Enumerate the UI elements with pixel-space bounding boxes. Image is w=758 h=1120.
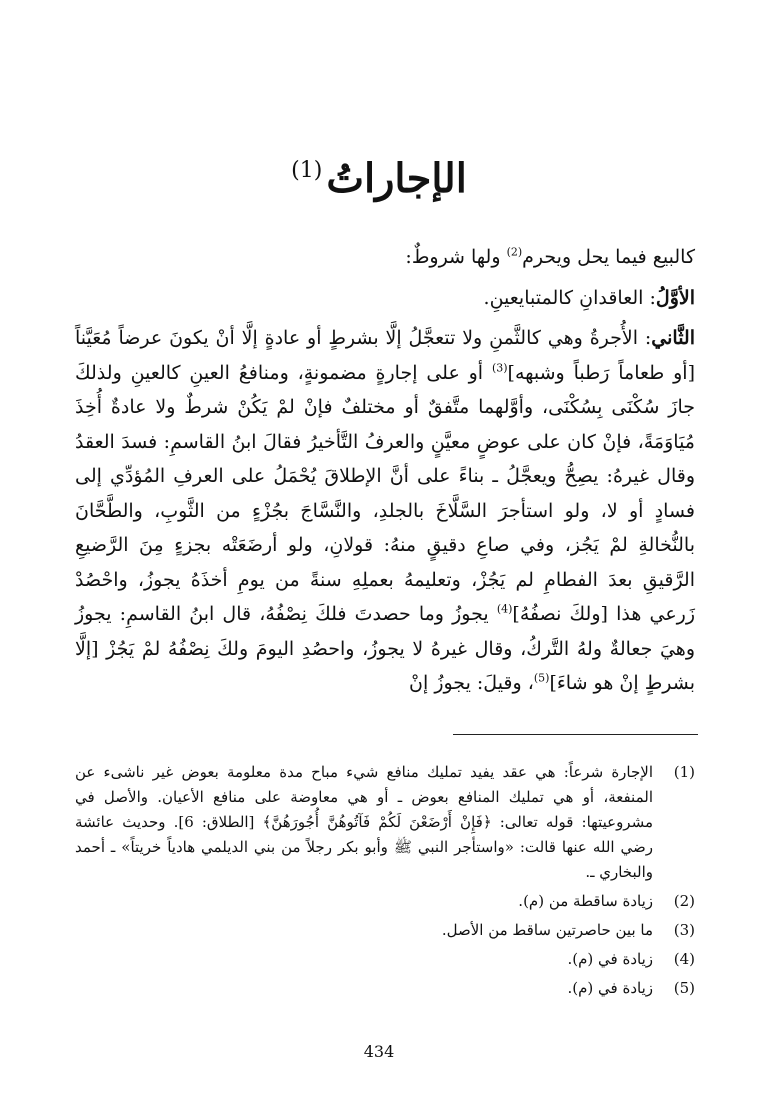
intro-text: كالبيع فيما يحل ويحرم bbox=[522, 246, 695, 268]
footnote-text: زيادة ساقطة من (م). bbox=[518, 892, 653, 910]
footnote-number: (1) bbox=[673, 763, 695, 781]
main-text bbox=[75, 240, 695, 701]
footnote-number: (4) bbox=[673, 950, 695, 968]
footnote-item bbox=[75, 889, 695, 914]
page-number: 434 bbox=[363, 1042, 395, 1061]
condition-text-2b: أو على إجارةٍ مضمونةٍ، ومنافعُ العينِ كالعينِ ولذلكَ جازَ سُكْنَى بِسُكْنَى، وأوَّلهما متَّفقٌ أو مختلفٌ فإنْ لمْ يَكُنْ شرطٌ ولا عادةٌ أُخِذَ مُيَاوَمَةً، فإنْ كان على عوضٍ معيَّنٍ والعرفُ التَّأخيرُ فقالَ ابنُ القاسمِ: فسدَ العقدُ وقال غيرهُ: يصِحُّ ويعجَّلُ ـ بناءً على أنَّ الإطلاقَ يُحْمَلُ على العرفِ المُؤدِّي إلى فسادٍ أو لا، ولو استأجرَ السَّلَّاخَ بالجلدِ، والنَّسَّاجَ بجُزْءٍ من الثَّوبِ، والطَّحَّانَ بالنُّخالةِ لمْ يَجُز، وفي صاعِ دقيقٍ منهُ: قولانِ، ولو أرضَعَتْه بجزءٍ مِنَ الرَّضيعِ الرَّقيقِ بعدَ الفطامِ لم يَجُزْ، وتعليمهُ بعملِهِ سنةً من يومِ أخذَهُ يجوزُ، واحْصُدْ زَرعي هذا [ولكَ نصفُهُ] bbox=[75, 361, 696, 625]
footnote-ref-2: (2) bbox=[506, 245, 523, 259]
paragraph-intro bbox=[75, 240, 695, 275]
footnote-item bbox=[75, 976, 695, 1001]
intro-text-end: ولها شروطٌ: bbox=[405, 246, 507, 268]
condition-text-2d: ، وقيلَ: يجوزُ إنْ bbox=[409, 672, 534, 694]
footnote-text: ما بين حاصرتين ساقط من الأصل. bbox=[441, 921, 653, 939]
footnote-ref-4: (4) bbox=[496, 602, 513, 616]
chapter-title bbox=[0, 155, 758, 202]
footnote-item bbox=[75, 947, 695, 972]
footnote-ref-5: (5) bbox=[533, 671, 550, 685]
footnote-text: زيادة في (م). bbox=[567, 950, 653, 968]
footnote-item bbox=[75, 918, 695, 943]
condition-heading-2: الثَّاني bbox=[651, 327, 695, 349]
condition-text-2c: يجوزُ وما حصدتَ فلكَ نِصْفُهُ، قال ابنُ القاسمِ: يجوزُ وهيَ جعالةٌ ولهُ التَّركُ، وقال غيرهُ لا يجوزُ، واحصُدِ اليومَ ولكَ نِصْفُهُ لمْ يَجُزْ [إلَّا بشرطٍ إنْ هو شاءَ] bbox=[75, 603, 695, 694]
footnote-ref-3: (3) bbox=[491, 361, 508, 375]
condition-text-2a: : الأُجرةُ وهي كالثَّمنِ ولا تتعجَّلُ إلَّا بشرطٍ أو عادةٍ إلَّا أنْ يكونَ عرضاً مُعَيَّناً [أو طعاماً رَطباً وشبهه] bbox=[75, 327, 695, 384]
footnote-text: زيادة في (م). bbox=[567, 979, 653, 997]
footnote-text: الإجارة شرعاً: هي عقد يفيد تمليك منافع شيء مباح مدة معلومة بعوض غير ناشىء عن المنفعة، أو هي تمليك المنافع بعوض ـ أو هي معاوضة على منافع الأعيان. والأصل في مشروعيتها: قوله تعالى: ﴿فَإِنْ أَرْضَعْنَ لَكُمْ فَآتُوهُنَّ أُجُورَهُنَّ﴾ [الطلاق: 6]. وحديث عائشة رضي الله عنها قالت: «واستأجر النبي ﷺ وأبو بكر رجلاً من بني الديلمي هادياً خريتاً» ـ أحمد والبخاري ـ. bbox=[75, 763, 654, 881]
chapter-title-text: الإجاراتُ bbox=[326, 154, 467, 202]
footnote-separator bbox=[453, 734, 698, 735]
footnote-number: (2) bbox=[673, 892, 695, 910]
condition-heading-1: الأوَّلُ bbox=[655, 286, 695, 309]
footnotes bbox=[75, 760, 695, 1001]
footnote-number: (5) bbox=[673, 979, 695, 997]
paragraph-second-condition bbox=[75, 321, 695, 701]
title-footnote-ref: (1) bbox=[291, 158, 323, 184]
paragraph-first-condition bbox=[75, 281, 695, 316]
condition-text-1: : العاقدانِ كالمتبايعينِ. bbox=[483, 286, 656, 309]
footnote-item bbox=[75, 760, 695, 885]
footnote-number: (3) bbox=[673, 921, 695, 939]
